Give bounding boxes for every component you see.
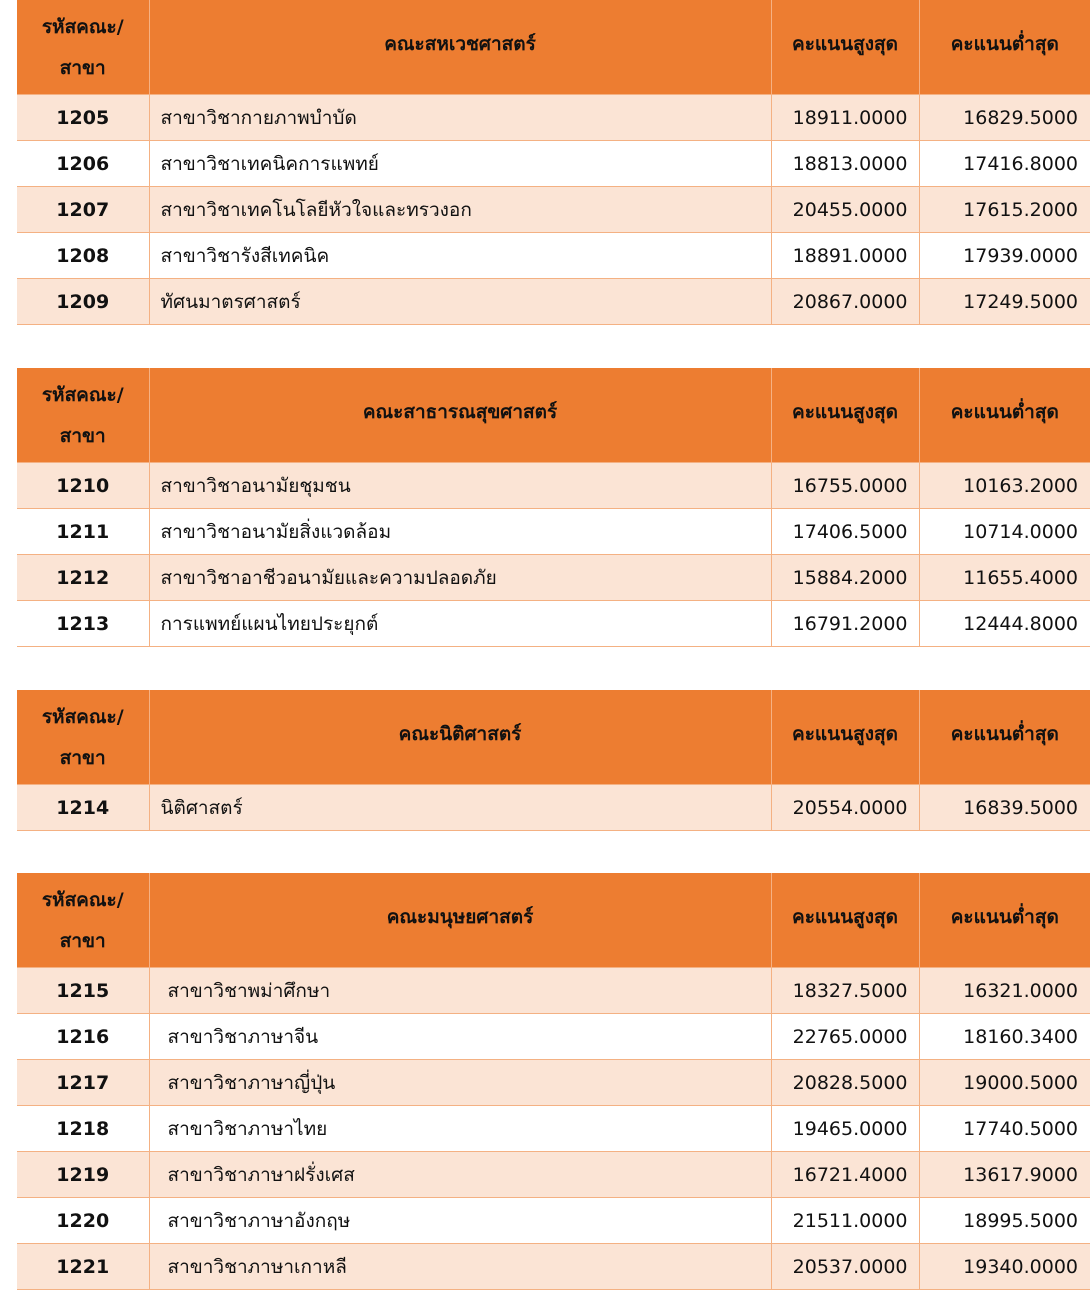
table-header-row (17, 873, 1090, 968)
table-header-row (17, 368, 1090, 463)
min-score: 18995.5000 (919, 1198, 1090, 1244)
min-score-column-header: คะแนนต่ำสุด (919, 873, 1090, 968)
min-score: 19340.0000 (919, 1244, 1090, 1290)
program-name: สาขาวิชาภาษาเกาหลี (149, 1244, 771, 1290)
faculty-table (17, 873, 1090, 1290)
min-score: 12444.8000 (919, 601, 1090, 647)
max-score: 18813.0000 (771, 141, 919, 187)
program-code: 1206 (17, 141, 149, 187)
program-name: สาขาวิชาภาษาจีน (149, 1014, 771, 1060)
max-score: 16791.2000 (771, 601, 919, 647)
max-score: 20455.0000 (771, 187, 919, 233)
table-row (17, 1198, 1090, 1244)
program-name: สาขาวิชารังสีเทคนิค (149, 233, 771, 279)
table-row (17, 601, 1090, 647)
max-score: 17406.5000 (771, 509, 919, 555)
min-score: 16839.5000 (919, 785, 1090, 831)
program-code: 1205 (17, 95, 149, 141)
table-row (17, 463, 1090, 509)
faculty-column-header: คณะสาธารณสุขศาสตร์ (149, 368, 771, 463)
min-score: 16829.5000 (919, 95, 1090, 141)
table-row (17, 1014, 1090, 1060)
program-code: 1218 (17, 1106, 149, 1152)
min-score: 18160.3400 (919, 1014, 1090, 1060)
table-row (17, 1060, 1090, 1106)
faculty-column-header: คณะสหเวชศาสตร์ (149, 0, 771, 95)
max-score-column-header: คะแนนสูงสุด (771, 873, 919, 968)
min-score: 11655.4000 (919, 555, 1090, 601)
faculty-table (17, 0, 1090, 325)
max-score-column-header: คะแนนสูงสุด (771, 368, 919, 463)
table-row (17, 95, 1090, 141)
table-row (17, 1244, 1090, 1290)
min-score: 17249.5000 (919, 279, 1090, 325)
min-score: 13617.9000 (919, 1152, 1090, 1198)
table-row (17, 141, 1090, 187)
min-score-column-header: คะแนนต่ำสุด (919, 368, 1090, 463)
table-header-row (17, 690, 1090, 785)
program-name: สาขาวิชากายภาพบำบัด (149, 95, 771, 141)
min-score: 10714.0000 (919, 509, 1090, 555)
program-code: 1213 (17, 601, 149, 647)
max-score: 19465.0000 (771, 1106, 919, 1152)
program-code: 1211 (17, 509, 149, 555)
table-row (17, 785, 1090, 831)
program-code: 1214 (17, 785, 149, 831)
program-name: สาขาวิชาพม่าศึกษา (149, 968, 771, 1014)
table-header-row (17, 0, 1090, 95)
table-row (17, 968, 1090, 1014)
program-name: สาขาวิชาอาชีวอนามัยและความปลอดภัย (149, 555, 771, 601)
program-code: 1208 (17, 233, 149, 279)
max-score: 18911.0000 (771, 95, 919, 141)
max-score-column-header: คะแนนสูงสุด (771, 690, 919, 785)
program-name: สาขาวิชาภาษาไทย (149, 1106, 771, 1152)
program-name: สาขาวิชาเทคนิคการแพทย์ (149, 141, 771, 187)
code-column-header: รหัสคณะ/ สาขา (17, 690, 149, 785)
program-name: สาขาวิชาอนามัยชุมชน (149, 463, 771, 509)
code-column-header: รหัสคณะ/ สาขา (17, 873, 149, 968)
min-score: 10163.2000 (919, 463, 1090, 509)
program-code: 1220 (17, 1198, 149, 1244)
table-row (17, 279, 1090, 325)
max-score: 20867.0000 (771, 279, 919, 325)
faculty-column-header: คณะมนุษยศาสตร์ (149, 873, 771, 968)
table-row (17, 187, 1090, 233)
program-code: 1209 (17, 279, 149, 325)
max-score: 15884.2000 (771, 555, 919, 601)
program-code: 1210 (17, 463, 149, 509)
faculty-column-header: คณะนิติศาสตร์ (149, 690, 771, 785)
max-score-column-header: คะแนนสูงสุด (771, 0, 919, 95)
max-score: 22765.0000 (771, 1014, 919, 1060)
max-score: 20537.0000 (771, 1244, 919, 1290)
program-code: 1215 (17, 968, 149, 1014)
program-code: 1221 (17, 1244, 149, 1290)
min-score: 17740.5000 (919, 1106, 1090, 1152)
max-score: 16721.4000 (771, 1152, 919, 1198)
max-score: 16755.0000 (771, 463, 919, 509)
max-score: 18327.5000 (771, 968, 919, 1014)
min-score: 17615.2000 (919, 187, 1090, 233)
faculty-table (17, 690, 1090, 831)
max-score: 18891.0000 (771, 233, 919, 279)
program-name: สาขาวิชาภาษาฝรั่งเศส (149, 1152, 771, 1198)
min-score: 16321.0000 (919, 968, 1090, 1014)
max-score: 20828.5000 (771, 1060, 919, 1106)
min-score: 19000.5000 (919, 1060, 1090, 1106)
program-code: 1216 (17, 1014, 149, 1060)
program-code: 1212 (17, 555, 149, 601)
program-name: การแพทย์แผนไทยประยุกต์ (149, 601, 771, 647)
min-score: 17939.0000 (919, 233, 1090, 279)
table-row (17, 233, 1090, 279)
max-score: 20554.0000 (771, 785, 919, 831)
min-score-column-header: คะแนนต่ำสุด (919, 690, 1090, 785)
program-code: 1217 (17, 1060, 149, 1106)
table-row (17, 555, 1090, 601)
code-column-header: รหัสคณะ/ สาขา (17, 368, 149, 463)
max-score: 21511.0000 (771, 1198, 919, 1244)
program-name: นิติศาสตร์ (149, 785, 771, 831)
program-name: สาขาวิชาอนามัยสิ่งแวดล้อม (149, 509, 771, 555)
min-score: 17416.8000 (919, 141, 1090, 187)
program-name: สาขาวิชาเทคโนโลยีหัวใจและทรวงอก (149, 187, 771, 233)
table-row (17, 509, 1090, 555)
program-code: 1207 (17, 187, 149, 233)
program-name: สาขาวิชาภาษาอังกฤษ (149, 1198, 771, 1244)
faculty-table (17, 368, 1090, 647)
program-name: ทัศนมาตรศาสตร์ (149, 279, 771, 325)
table-row (17, 1152, 1090, 1198)
program-code: 1219 (17, 1152, 149, 1198)
table-row (17, 1106, 1090, 1152)
min-score-column-header: คะแนนต่ำสุด (919, 0, 1090, 95)
code-column-header: รหัสคณะ/ สาขา (17, 0, 149, 95)
program-name: สาขาวิชาภาษาญี่ปุ่น (149, 1060, 771, 1106)
